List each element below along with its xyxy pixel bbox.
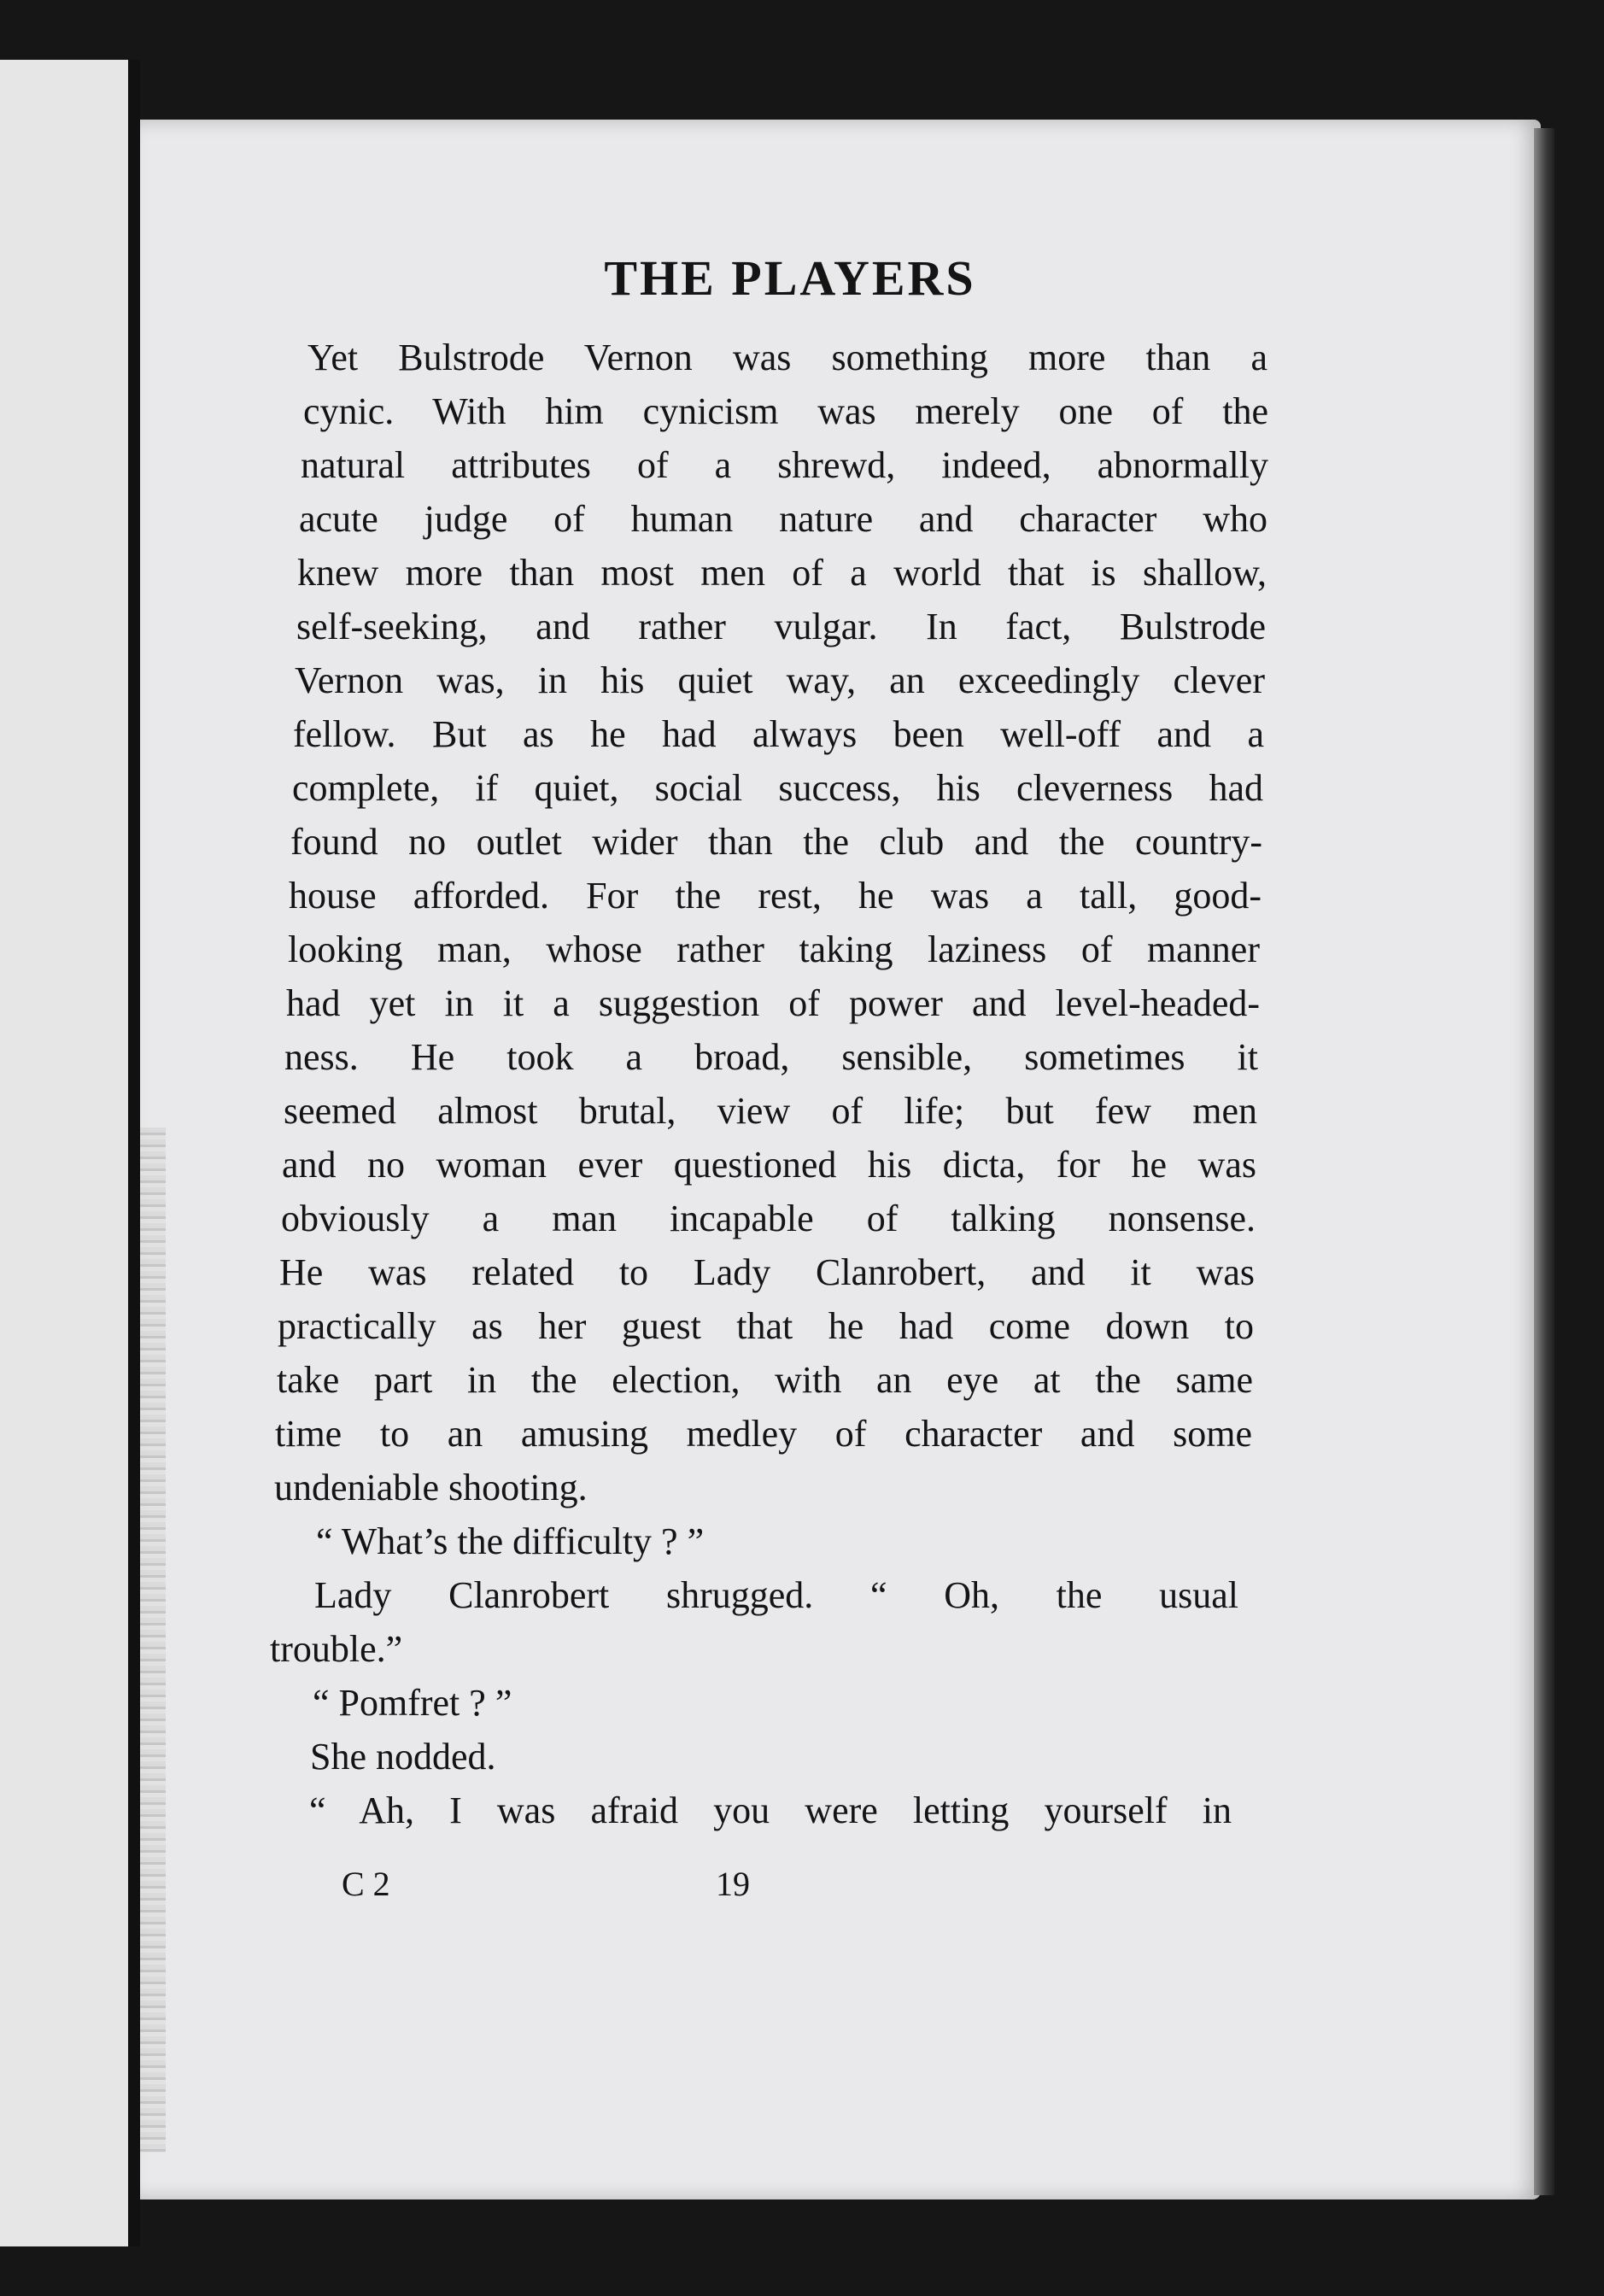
text-line: knew more than most men of a world that is shallow, <box>297 552 1267 594</box>
text-line: Vernon was, in his quiet way, an exceedingly clever <box>295 659 1265 701</box>
text-line: acute judge of human nature and character who <box>299 498 1267 540</box>
text-line: self-seeking, and rather vulgar. In fact, Bulstrode <box>296 606 1266 647</box>
page-number: 19 <box>716 1865 750 1903</box>
text-line: “ Ah, I was afraid you were letting yourself in <box>309 1789 1232 1831</box>
text-line: practically as her guest that he had come down to <box>278 1305 1254 1347</box>
text-line: obviously a man incapable of talking nonsense. <box>281 1198 1256 1239</box>
text-line: ness. He took a broad, sensible, sometimes it <box>284 1036 1258 1078</box>
text-line: Lady Clanrobert shrugged. “ Oh, the usual <box>314 1574 1238 1616</box>
text-line: undeniable shooting. <box>274 1467 588 1508</box>
text-line: complete, if quiet, social success, his cleverness had <box>292 767 1263 809</box>
text-line: and no woman ever questioned his dicta, for he was <box>282 1144 1256 1186</box>
text-line: house afforded. For the rest, he was a tall, good- <box>289 875 1262 917</box>
text-line: Yet Bulstrode Vernon was something more than a <box>307 337 1267 378</box>
text-line: fellow. But as he had always been well-off and a <box>293 713 1264 755</box>
text-line: He was related to Lady Clanrobert, and it was <box>279 1251 1255 1293</box>
text-line: seemed almost brutal, view of life; but few men <box>284 1090 1257 1132</box>
text-line: trouble.” <box>270 1628 403 1670</box>
text-line: “ Pomfret ? ” <box>313 1682 512 1724</box>
text-line: had yet in it a suggestion of power and level-headed- <box>286 982 1260 1024</box>
text-line: cynic. With him cynicism was merely one of the <box>303 390 1268 432</box>
text-line: natural attributes of a shrewd, indeed, abnormally <box>301 444 1268 486</box>
signature-mark: C 2 <box>342 1865 390 1903</box>
text-line: found no outlet wider than the club and the country- <box>290 821 1262 863</box>
text-line: “ What’s the difficulty ? ” <box>316 1520 705 1562</box>
text-line: take part in the election, with an eye at the same <box>277 1359 1253 1401</box>
text-line: She nodded. <box>310 1736 496 1778</box>
text-line: time to an amusing medley of character and some <box>275 1413 1252 1455</box>
text-line: looking man, whose rather taking laziness of manner <box>288 928 1260 970</box>
running-head: THE PLAYERS <box>604 250 976 306</box>
